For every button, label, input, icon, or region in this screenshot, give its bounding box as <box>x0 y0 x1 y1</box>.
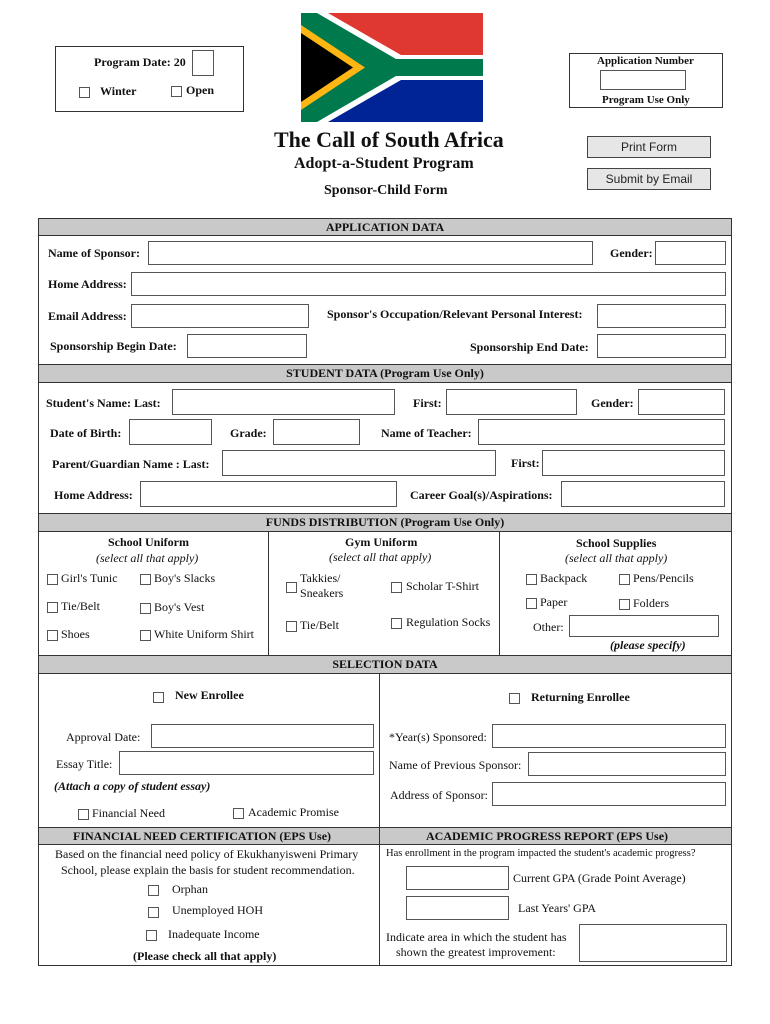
backpack-label: Backpack <box>540 571 588 585</box>
sponsor-name-label: Name of Sponsor: <box>48 246 140 260</box>
south-africa-flag <box>301 13 483 122</box>
teacher-label: Name of Teacher: <box>381 426 472 440</box>
boys-slacks-checkbox[interactable] <box>140 574 151 585</box>
program-date-year-input[interactable] <box>192 50 214 76</box>
pens-pencils-checkbox[interactable] <box>619 574 630 585</box>
approval-date-label: Approval Date: <box>66 730 141 744</box>
orphan-label: Orphan <box>172 882 208 896</box>
scholar-tshirt-label: Scholar T-Shirt <box>406 579 480 593</box>
years-sponsored-label: *Year(s) Sponsored: <box>389 730 487 744</box>
essay-title-label: Essay Title: <box>56 757 113 771</box>
financial-policy-line1: Based on the financial need policy of Ekukhanyisweni Primary <box>55 847 359 861</box>
paper-checkbox[interactable] <box>526 598 537 609</box>
teacher-input[interactable] <box>478 419 725 445</box>
selection-divider <box>379 674 380 965</box>
regulation-socks-label: Regulation Socks <box>406 615 491 629</box>
dob-label: Date of Birth: <box>50 426 122 440</box>
attach-essay-note: (Attach a copy of student essay) <box>54 779 211 793</box>
financial-need-label: Financial Need <box>92 806 165 820</box>
student-gender-input[interactable] <box>638 389 725 415</box>
funds-divider-2 <box>499 532 500 655</box>
open-label: Open <box>186 83 215 97</box>
email-address-label: Email Address: <box>48 309 127 323</box>
white-uniform-shirt-checkbox[interactable] <box>140 630 151 641</box>
sponsor-address-label: Address of Sponsor: <box>390 788 488 802</box>
improvement-area-input[interactable] <box>579 924 727 962</box>
funds-divider-1 <box>268 532 269 655</box>
grade-input[interactable] <box>273 419 360 445</box>
takkies-label-line1: Takkies/ <box>300 571 341 585</box>
program-date-label: Program Date: 20 <box>94 55 186 69</box>
winter-checkbox[interactable] <box>79 87 90 98</box>
begin-date-input[interactable] <box>187 334 307 358</box>
sponsor-address-input[interactable] <box>492 782 726 806</box>
school-uniform-title: School Uniform <box>108 535 189 549</box>
dob-input[interactable] <box>129 419 212 445</box>
takkies-checkbox[interactable] <box>286 582 297 593</box>
gym-uniform-subtitle: (select all that apply) <box>329 550 432 564</box>
school-supplies-title: School Supplies <box>576 536 657 550</box>
shoes-label: Shoes <box>61 627 90 641</box>
financial-need-heading: FINANCIAL NEED CERTIFICATION (EPS Use) <box>73 829 332 843</box>
student-first-name-input[interactable] <box>446 389 577 415</box>
new-enrollee-label: New Enrollee <box>175 688 244 702</box>
form-name: Sponsor-Child Form <box>324 183 448 198</box>
student-home-address-label: Home Address: <box>54 488 133 502</box>
school-uniform-subtitle: (select all that apply) <box>96 551 199 565</box>
guardian-last-name-input[interactable] <box>222 450 496 476</box>
gym-tie-belt-label: Tie/Belt <box>300 618 339 632</box>
takkies-label-line2: Sneakers <box>300 586 344 600</box>
end-date-label: Sponsorship End Date: <box>470 340 589 354</box>
student-first-name-label: First: <box>413 396 442 410</box>
backpack-checkbox[interactable] <box>526 574 537 585</box>
returning-enrollee-checkbox[interactable] <box>509 693 520 704</box>
academic-progress-heading: ACADEMIC PROGRESS REPORT (EPS Use) <box>426 829 669 843</box>
student-home-address-input[interactable] <box>140 481 397 507</box>
funds-distribution-heading: FUNDS DISTRIBUTION (Program Use Only) <box>38 513 732 532</box>
academic-promise-label: Academic Promise <box>248 805 339 819</box>
home-address-input[interactable] <box>131 272 726 296</box>
girls-tunic-label: Girl's Tunic <box>61 571 118 585</box>
guardian-first-name-input[interactable] <box>542 450 725 476</box>
occupation-input[interactable] <box>597 304 726 328</box>
frame-right <box>731 218 732 965</box>
academic-question: Has enrollment in the program impacted the student's academic progress? <box>386 848 696 859</box>
improvement-label-line1: Indicate area in which the student has <box>386 930 567 944</box>
check-all-note: (Please check all that apply) <box>133 949 277 963</box>
guardian-last-name-label: Parent/Guardian Name : Last: <box>52 457 210 471</box>
last-gpa-input[interactable] <box>406 896 509 920</box>
frame-bottom <box>38 965 732 966</box>
financial-policy-line2: School, please explain the basis for student recommendation. <box>61 863 355 877</box>
occupation-label: Sponsor's Occupation/Relevant Personal Interest: <box>327 307 583 321</box>
application-number-input[interactable] <box>600 70 686 90</box>
improvement-label-line2: shown the greatest improvement: <box>396 945 556 959</box>
frame-left <box>38 218 39 965</box>
current-gpa-input[interactable] <box>406 866 509 890</box>
submit-by-email-button[interactable]: Submit by Email <box>587 168 711 190</box>
previous-sponsor-label: Name of Previous Sponsor: <box>389 758 522 772</box>
previous-sponsor-input[interactable] <box>528 752 726 776</box>
sponsor-name-input[interactable] <box>148 241 593 265</box>
gym-uniform-title: Gym Uniform <box>345 535 418 549</box>
guardian-first-name-label: First: <box>511 456 540 470</box>
shoes-checkbox[interactable] <box>47 630 58 641</box>
open-checkbox[interactable] <box>171 86 182 97</box>
selection-data-heading: SELECTION DATA <box>38 655 732 674</box>
inadequate-income-checkbox[interactable] <box>146 930 157 941</box>
home-address-label: Home Address: <box>48 277 127 291</box>
paper-label: Paper <box>540 595 568 609</box>
regulation-socks-checkbox[interactable] <box>391 618 402 629</box>
form-subtitle: Adopt-a-Student Program <box>294 155 474 172</box>
end-date-input[interactable] <box>597 334 726 358</box>
tie-belt-label: Tie/Belt <box>61 599 100 613</box>
boys-slacks-label: Boy's Slacks <box>154 571 216 585</box>
school-supplies-subtitle: (select all that apply) <box>565 551 668 565</box>
new-enrollee-checkbox[interactable] <box>153 692 164 703</box>
print-form-button[interactable]: Print Form <box>587 136 711 158</box>
please-specify-label: (please specify) <box>610 638 686 652</box>
application-data-heading: APPLICATION DATA <box>38 218 732 236</box>
grade-label: Grade: <box>230 426 267 440</box>
application-number-label: Application Number <box>597 55 694 67</box>
years-sponsored-input[interactable] <box>492 724 726 748</box>
career-goals-label: Career Goal(s)/Aspirations: <box>410 488 553 502</box>
other-supplies-label: Other: <box>533 620 564 634</box>
white-uniform-shirt-label: White Uniform Shirt <box>154 627 254 641</box>
essay-title-input[interactable] <box>119 751 374 775</box>
sponsor-gender-label: Gender: <box>610 246 653 260</box>
other-supplies-input[interactable] <box>569 615 719 637</box>
student-last-name-label: Student's Name: Last: <box>46 396 161 410</box>
email-address-input[interactable] <box>131 304 309 328</box>
begin-date-label: Sponsorship Begin Date: <box>50 339 177 353</box>
gym-tie-belt-checkbox[interactable] <box>286 621 297 632</box>
approval-date-input[interactable] <box>151 724 374 748</box>
girls-tunic-checkbox[interactable] <box>47 574 58 585</box>
current-gpa-label: Current GPA (Grade Point Average) <box>513 871 686 885</box>
unemployed-hoh-label: Unemployed HOH <box>172 903 263 917</box>
sponsor-gender-input[interactable] <box>655 241 726 265</box>
student-data-heading: STUDENT DATA (Program Use Only) <box>38 364 732 383</box>
student-gender-label: Gender: <box>591 396 634 410</box>
academic-promise-checkbox[interactable] <box>233 808 244 819</box>
orphan-checkbox[interactable] <box>148 885 159 896</box>
boys-vest-checkbox[interactable] <box>140 603 151 614</box>
winter-label: Winter <box>100 84 137 98</box>
program-use-only-label: Program Use Only <box>602 94 690 106</box>
last-gpa-label: Last Years' GPA <box>518 901 597 915</box>
returning-enrollee-label: Returning Enrollee <box>531 690 630 704</box>
folders-label: Folders <box>633 596 669 610</box>
boys-vest-label: Boy's Vest <box>154 600 205 614</box>
pens-pencils-label: Pens/Pencils <box>633 571 694 585</box>
career-goals-input[interactable] <box>561 481 725 507</box>
financial-need-checkbox[interactable] <box>78 809 89 820</box>
student-last-name-input[interactable] <box>172 389 395 415</box>
unemployed-hoh-checkbox[interactable] <box>148 907 159 918</box>
scholar-tshirt-checkbox[interactable] <box>391 582 402 593</box>
inadequate-income-label: Inadequate Income <box>168 927 260 941</box>
tie-belt-checkbox[interactable] <box>47 602 58 613</box>
form-title: The Call of South Africa <box>274 127 504 152</box>
folders-checkbox[interactable] <box>619 599 630 610</box>
